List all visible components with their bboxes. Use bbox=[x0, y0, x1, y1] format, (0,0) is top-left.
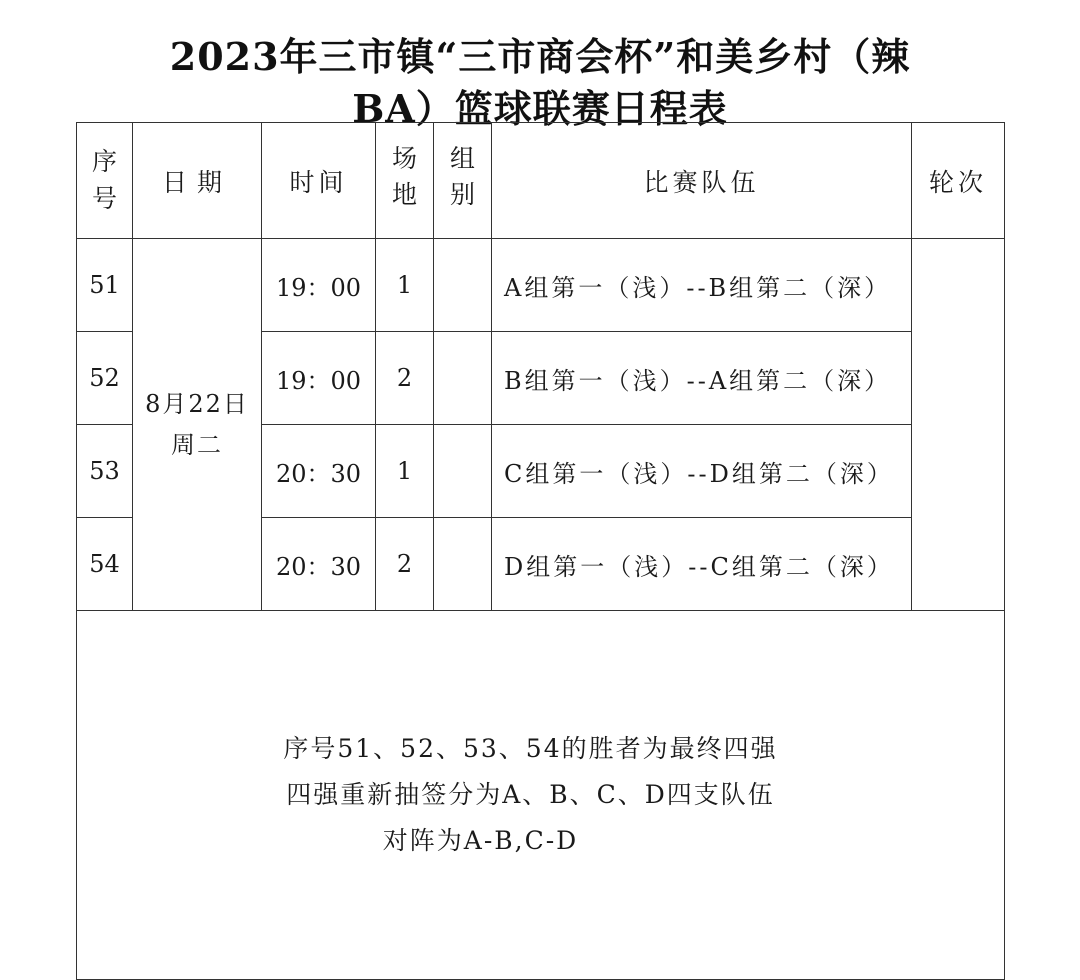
time-cell: 19：00 bbox=[262, 239, 376, 332]
venue-cell: 1 bbox=[376, 239, 434, 332]
match-weekday: 周二 bbox=[171, 430, 223, 459]
notes-row bbox=[77, 611, 1005, 980]
date-cell bbox=[133, 239, 262, 611]
match-date: 8月22日 bbox=[145, 389, 249, 418]
schedule-table bbox=[76, 122, 1005, 980]
group-cell bbox=[434, 239, 492, 332]
header-time: 时间 bbox=[262, 123, 376, 239]
header-venue: 场地 bbox=[376, 123, 434, 239]
seq-cell: 53 bbox=[77, 425, 133, 518]
note-line-2: 四强重新抽签分为A、B、C、D四支队伍 bbox=[286, 779, 775, 809]
time-cell: 19：00 bbox=[262, 332, 376, 425]
teams-cell: A组第一（浅）--B组第二（深） bbox=[492, 239, 912, 332]
header-date: 日期 bbox=[133, 123, 262, 239]
header-teams: 比赛队伍 bbox=[492, 123, 912, 239]
note-line-3: 对阵为A-B,C-D bbox=[382, 826, 579, 856]
seq-cell: 54 bbox=[77, 518, 133, 611]
venue-cell: 2 bbox=[376, 332, 434, 425]
teams-cell: C组第一（浅）--D组第二（深） bbox=[492, 425, 912, 518]
group-cell bbox=[434, 332, 492, 425]
group-cell bbox=[434, 425, 492, 518]
teams-cell: B组第一（浅）--A组第二（深） bbox=[492, 332, 912, 425]
venue-cell: 2 bbox=[376, 518, 434, 611]
teams-cell: D组第一（浅）--C组第二（深） bbox=[492, 518, 912, 611]
seq-cell: 51 bbox=[77, 239, 133, 332]
venue-cell: 1 bbox=[376, 425, 434, 518]
seq-cell: 52 bbox=[77, 332, 133, 425]
notes-cell bbox=[77, 611, 1005, 980]
table-row bbox=[77, 239, 1005, 332]
document-title-line-2: BA）篮球联赛日程表 bbox=[352, 86, 728, 131]
header-row bbox=[77, 123, 1005, 239]
header-round: 轮次 bbox=[912, 123, 1005, 239]
round-cell bbox=[912, 239, 1005, 611]
note-line-1: 序号51、52、53、54的胜者为最终四强 bbox=[283, 733, 778, 763]
header-seq: 序号 bbox=[77, 123, 133, 239]
document-title-line-1: 2023年三市镇“三市商会杯”和美乡村（辣 bbox=[169, 34, 911, 79]
header-group: 组别 bbox=[434, 123, 492, 239]
group-cell bbox=[434, 518, 492, 611]
time-cell: 20：30 bbox=[262, 518, 376, 611]
time-cell: 20：30 bbox=[262, 425, 376, 518]
